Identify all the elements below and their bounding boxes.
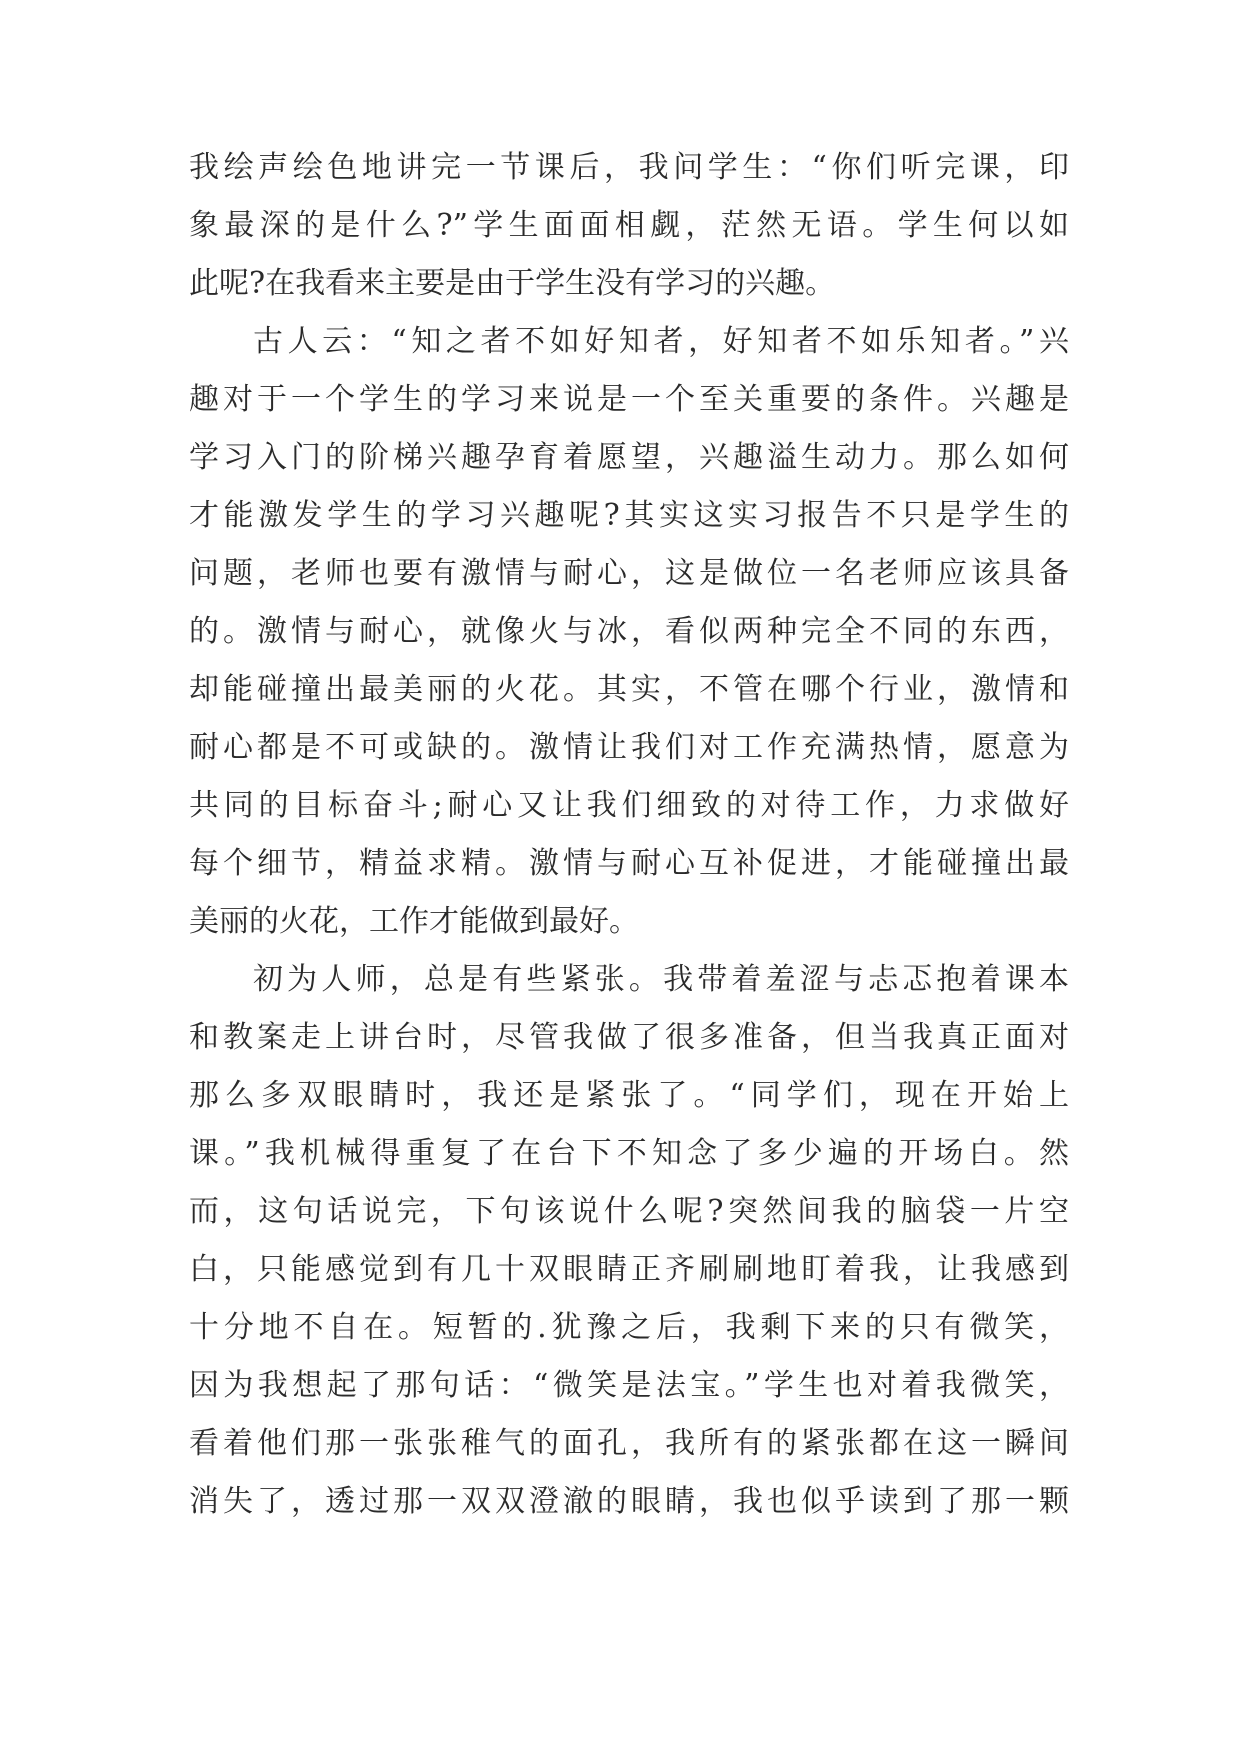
text-line: 才能激发学生的学习兴趣呢?其实这实习报告不只是学生的	[189, 498, 1069, 533]
text-line: 耐心都是不可或缺的。激情让我们对工作充满热情，愿意为	[189, 730, 1069, 765]
text-line: 趣对于一个学生的学习来说是一个至关重要的条件。兴趣是	[189, 382, 1069, 417]
text-line: 却能碰撞出最美丽的火花。其实，不管在哪个行业，激情和	[189, 672, 1069, 707]
text-line: 问题，老师也要有激情与耐心，这是做位一名老师应该具备	[189, 556, 1069, 591]
text-line: 而，这句话说完，下句该说什么呢?突然间我的脑袋一片空	[189, 1194, 1069, 1229]
text-line: 白，只能感觉到有几十双眼睛正齐刷刷地盯着我，让我感到	[189, 1252, 1069, 1287]
text-line: 和教案走上讲台时，尽管我做了很多准备，但当我真正面对	[189, 1020, 1069, 1055]
text-line: 每个细节，精益求精。激情与耐心互补促进，才能碰撞出最	[189, 846, 1069, 881]
text-line: 共同的目标奋斗;耐心又让我们细致的对待工作，力求做好	[189, 788, 1069, 823]
text-line: 课。”我机械得重复了在台下不知念了多少遍的开场白。然	[189, 1136, 1069, 1171]
text-line: 初为人师，总是有些紧张。我带着羞涩与忐忑抱着课本	[253, 962, 1069, 997]
text-line: 象最深的是什么?”学生面面相觑，茫然无语。学生何以如	[189, 208, 1069, 243]
text-line: 因为我想起了那句话：“微笑是法宝。”学生也对着我微笑，	[189, 1368, 1069, 1403]
text-line: 美丽的火花，工作才能做到最好。	[189, 904, 639, 939]
text-line: 古人云：“知之者不如好知者，好知者不如乐知者。”兴	[253, 324, 1069, 359]
text-line: 学习入门的阶梯兴趣孕育着愿望，兴趣溢生动力。那么如何	[189, 440, 1069, 475]
text-line: 此呢?在我看来主要是由于学生没有学习的兴趣。	[189, 266, 836, 301]
text-line: 我绘声绘色地讲完一节课后，我问学生：“你们听完课，印	[189, 150, 1069, 185]
text-line: 的。激情与耐心，就像火与冰，看似两种完全不同的东西，	[189, 614, 1069, 649]
text-line: 十分地不自在。短暂的.犹豫之后，我剩下来的只有微笑，	[189, 1310, 1069, 1345]
text-line: 看着他们那一张张稚气的面孔，我所有的紧张都在这一瞬间	[189, 1426, 1069, 1461]
text-line: 那么多双眼睛时，我还是紧张了。“同学们，现在开始上	[189, 1078, 1069, 1113]
text-line: 消失了，透过那一双双澄澈的眼睛，我也似乎读到了那一颗	[189, 1484, 1069, 1519]
